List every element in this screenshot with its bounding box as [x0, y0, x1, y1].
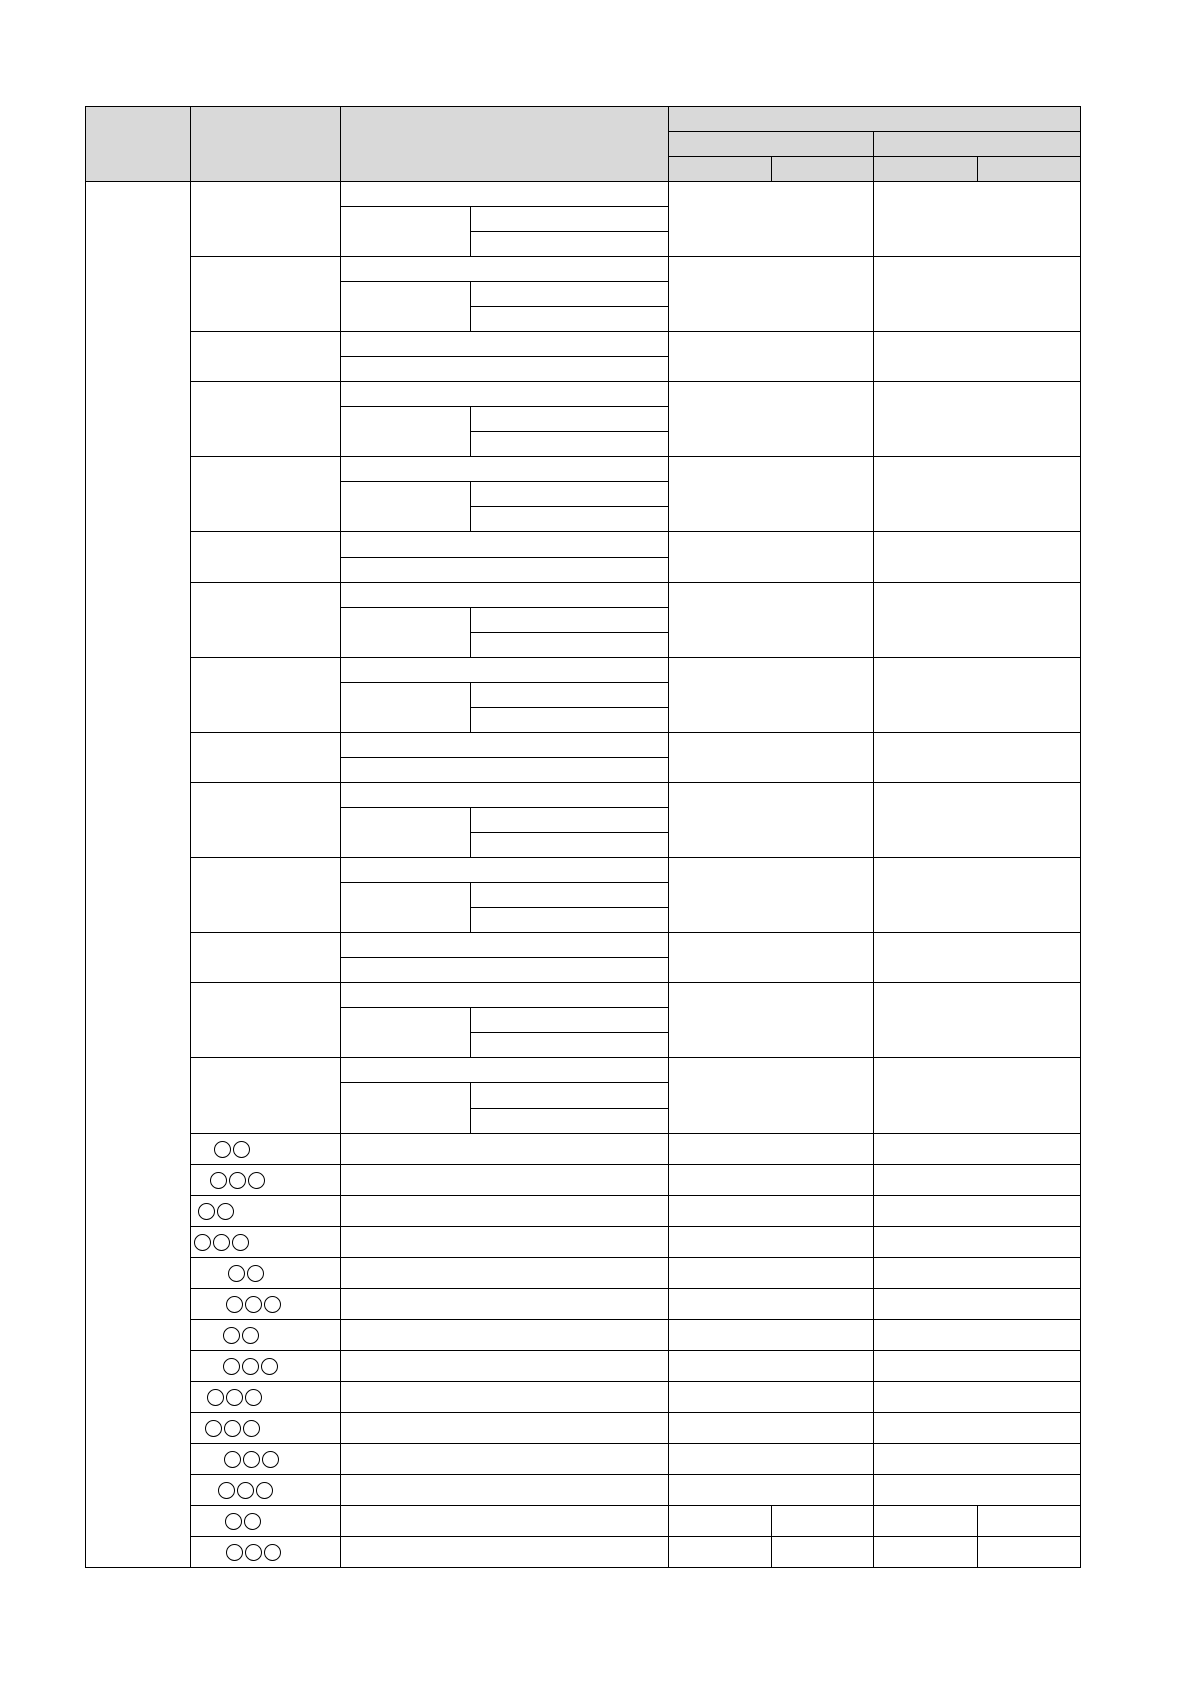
item-cell: [340, 531, 669, 558]
value-cell: [873, 456, 1081, 532]
item-cell: [340, 782, 669, 808]
subitem-cell: [470, 431, 669, 457]
circle-mark-icon: [237, 1482, 254, 1499]
value-cell: [873, 1505, 978, 1537]
subitem-cell: [470, 682, 669, 708]
subitem-cell: [470, 306, 669, 332]
circle-mark-icon: [217, 1203, 234, 1220]
value-cell: [873, 582, 1081, 658]
value-cell: [873, 1412, 1081, 1444]
subitem-label-cell: [340, 206, 471, 257]
value-cell: [873, 1474, 1081, 1506]
circle-mark-icon: [244, 1513, 261, 1530]
circle-mark-icon: [262, 1451, 279, 1468]
circle-mark-icon: [226, 1544, 243, 1561]
group-label-cell: [190, 256, 341, 332]
item-cell: [340, 732, 669, 758]
subitem-label-cell: [340, 882, 471, 933]
value-cell: [668, 381, 874, 457]
category-cell: [85, 181, 191, 1568]
circle-mark-icon: [243, 1451, 260, 1468]
circle-mark-icon: [223, 1327, 240, 1344]
value-cell: [873, 256, 1081, 332]
circle-mark-icon: [205, 1420, 222, 1437]
subitem-label-cell: [340, 281, 471, 332]
circle-mark-icon: [226, 1296, 243, 1313]
circle-mark-icon: [248, 1172, 265, 1189]
circle-mark-icon: [232, 1234, 249, 1251]
value-cell: [668, 1536, 772, 1568]
value-cell: [873, 1319, 1081, 1351]
subitem-cell: [470, 707, 669, 733]
value-cell: [668, 732, 874, 783]
item-cell: [340, 181, 669, 207]
item-cell: [340, 1412, 669, 1444]
item-cell: [340, 356, 669, 382]
subitem-cell: [470, 406, 669, 432]
value-cell: [668, 582, 874, 658]
item-cell: [340, 982, 669, 1008]
group-label-cell: [190, 982, 341, 1058]
circle-mark-icon: [218, 1482, 235, 1499]
value-cell: [873, 932, 1081, 983]
subitem-cell: [470, 1007, 669, 1033]
value-cell: [668, 1164, 874, 1196]
circle-mark-icon: [198, 1203, 215, 1220]
subitem-label-cell: [340, 682, 471, 733]
circle-mark-icon: [247, 1265, 264, 1282]
item-cell: [340, 1443, 669, 1475]
value-cell: [873, 1226, 1081, 1258]
item-cell: [340, 657, 669, 683]
item-cell: [340, 1536, 669, 1568]
item-cell: [340, 757, 669, 783]
header-cell: [340, 106, 669, 182]
group-label-cell: [190, 181, 341, 257]
value-cell: [873, 1195, 1081, 1227]
value-cell: [668, 932, 874, 983]
value-cell: [873, 331, 1081, 382]
value-cell: [668, 1057, 874, 1134]
circle-mark-icon: [194, 1234, 211, 1251]
header-cell: [771, 156, 874, 182]
circle-mark-icon: [245, 1296, 262, 1313]
group-label-cell: [190, 381, 341, 457]
value-cell: [668, 1505, 772, 1537]
circle-mark-icon: [214, 1141, 231, 1158]
group-label-cell: [190, 732, 341, 783]
value-cell: [668, 456, 874, 532]
subitem-label-cell: [340, 807, 471, 858]
value-cell: [668, 857, 874, 933]
subitem-cell: [470, 481, 669, 507]
header-cell: [668, 156, 772, 182]
value-cell: [873, 1536, 978, 1568]
value-cell: [873, 531, 1081, 583]
circle-mark-icon: [264, 1296, 281, 1313]
value-cell: [668, 1412, 874, 1444]
subitem-cell: [470, 1032, 669, 1058]
subitem-label-cell: [340, 1007, 471, 1058]
subitem-cell: [470, 807, 669, 833]
subitem-cell: [470, 907, 669, 933]
subitem-label-cell: [340, 481, 471, 532]
header-cell: [873, 131, 1081, 157]
item-cell: [340, 1133, 669, 1165]
subitem-label-cell: [340, 406, 471, 457]
subitem-cell: [470, 231, 669, 257]
circle-mark-icon: [224, 1451, 241, 1468]
value-cell: [668, 1443, 874, 1475]
value-cell: [873, 181, 1081, 257]
value-cell: [771, 1505, 874, 1537]
value-cell: [873, 782, 1081, 858]
subitem-cell: [470, 206, 669, 232]
subitem-label-cell: [340, 1082, 471, 1134]
value-cell: [873, 1288, 1081, 1320]
circle-mark-icon: [223, 1358, 240, 1375]
subitem-cell: [470, 882, 669, 908]
header-cell: [668, 131, 874, 157]
value-cell: [873, 1443, 1081, 1475]
value-cell: [668, 1381, 874, 1413]
item-cell: [340, 582, 669, 608]
circle-mark-icon: [228, 1265, 245, 1282]
value-cell: [873, 982, 1081, 1058]
value-cell: [771, 1536, 874, 1568]
value-cell: [873, 1257, 1081, 1289]
value-cell: [977, 1505, 1081, 1537]
value-cell: [668, 1319, 874, 1351]
row-label-cell: [190, 1505, 341, 1537]
value-cell: [873, 857, 1081, 933]
subitem-cell: [470, 506, 669, 532]
circle-mark-icon: [256, 1482, 273, 1499]
circle-mark-icon: [233, 1141, 250, 1158]
subitem-cell: [470, 1082, 669, 1109]
value-cell: [873, 657, 1081, 733]
value-cell: [668, 1288, 874, 1320]
header-cell: [873, 156, 978, 182]
subitem-cell: [470, 832, 669, 858]
item-cell: [340, 1164, 669, 1196]
header-cell: [668, 106, 1081, 132]
value-cell: [668, 1350, 874, 1382]
header-cell: [977, 156, 1081, 182]
value-cell: [668, 181, 874, 257]
value-cell: [668, 1226, 874, 1258]
subitem-cell: [470, 1108, 669, 1134]
item-cell: [340, 1474, 669, 1506]
value-cell: [668, 256, 874, 332]
value-cell: [668, 1257, 874, 1289]
row-label-cell: [190, 1257, 341, 1289]
subitem-label-cell: [340, 607, 471, 658]
item-cell: [340, 932, 669, 958]
subitem-cell: [470, 281, 669, 307]
row-label-cell: [190, 1319, 341, 1351]
item-cell: [340, 857, 669, 883]
item-cell: [340, 1057, 669, 1083]
item-cell: [340, 1226, 669, 1258]
circle-mark-icon: [245, 1544, 262, 1561]
circle-mark-icon: [261, 1358, 278, 1375]
value-cell: [873, 381, 1081, 457]
circle-mark-icon: [245, 1389, 262, 1406]
value-cell: [668, 331, 874, 382]
header-cell: [190, 106, 341, 182]
subitem-cell: [470, 632, 669, 658]
circle-mark-icon: [242, 1327, 259, 1344]
circle-mark-icon: [224, 1420, 241, 1437]
circle-mark-icon: [225, 1513, 242, 1530]
value-cell: [873, 1381, 1081, 1413]
circle-mark-icon: [242, 1358, 259, 1375]
group-label-cell: [190, 857, 341, 933]
item-cell: [340, 1195, 669, 1227]
item-cell: [340, 1319, 669, 1351]
group-label-cell: [190, 582, 341, 658]
value-cell: [668, 531, 874, 583]
group-label-cell: [190, 932, 341, 983]
item-cell: [340, 557, 669, 583]
item-cell: [340, 957, 669, 983]
value-cell: [873, 1057, 1081, 1134]
item-cell: [340, 1350, 669, 1382]
value-cell: [668, 1195, 874, 1227]
subitem-cell: [470, 607, 669, 633]
circle-mark-icon: [207, 1389, 224, 1406]
item-cell: [340, 1381, 669, 1413]
value-cell: [873, 1164, 1081, 1196]
item-cell: [340, 456, 669, 482]
item-cell: [340, 331, 669, 357]
group-label-cell: [190, 531, 341, 583]
group-label-cell: [190, 1057, 341, 1134]
circle-mark-icon: [243, 1420, 260, 1437]
group-label-cell: [190, 456, 341, 532]
group-label-cell: [190, 782, 341, 858]
value-cell: [668, 1133, 874, 1165]
circle-mark-icon: [210, 1172, 227, 1189]
value-cell: [668, 782, 874, 858]
row-label-cell: [190, 1133, 341, 1165]
circle-mark-icon: [229, 1172, 246, 1189]
group-label-cell: [190, 331, 341, 382]
value-cell: [873, 1350, 1081, 1382]
circle-mark-icon: [226, 1389, 243, 1406]
value-cell: [668, 982, 874, 1058]
item-cell: [340, 1288, 669, 1320]
item-cell: [340, 381, 669, 407]
value-cell: [668, 1474, 874, 1506]
value-cell: [668, 657, 874, 733]
item-cell: [340, 1257, 669, 1289]
item-cell: [340, 256, 669, 282]
value-cell: [873, 1133, 1081, 1165]
value-cell: [873, 732, 1081, 783]
header-cell: [85, 106, 191, 182]
value-cell: [977, 1536, 1081, 1568]
item-cell: [340, 1505, 669, 1537]
circle-mark-icon: [264, 1544, 281, 1561]
circle-mark-icon: [213, 1234, 230, 1251]
group-label-cell: [190, 657, 341, 733]
